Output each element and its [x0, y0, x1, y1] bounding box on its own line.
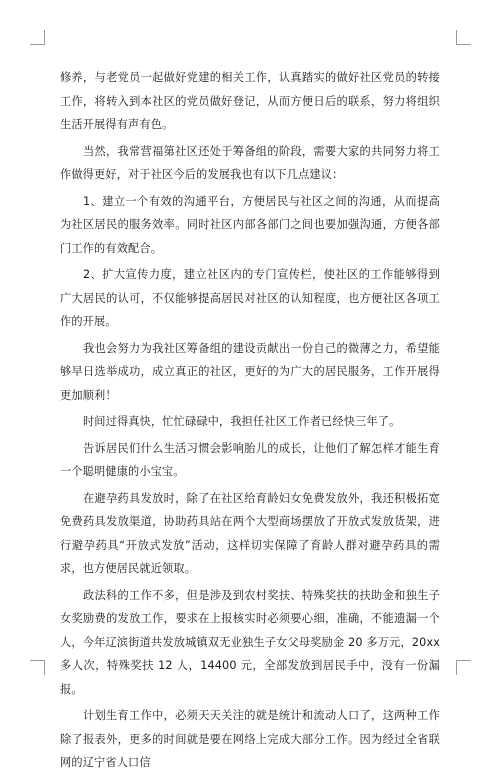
- paragraph: 2、扩大宣传力度，建立社区内的专门宣传栏，使社区的工作能够得到广大居民的认可，不仅能够提高居民对社区的认知程度，也方便社区各项工作的开展。: [60, 268, 440, 328]
- paragraph: 告诉居民们什么生活习惯会影响胎儿的成长，让他们了解怎样才能生育一个聪明健康的小宝宝。: [60, 441, 440, 478]
- crop-mark-top-right: [456, 30, 471, 45]
- paragraph: 时间过得真快，忙忙碌碌中，我担任社区工作者已经快三年了。: [82, 415, 401, 428]
- paragraph: 计划生育工作中，必须天天关注的就是统计和流动人口了，这两种工作除了报表外，更多的时间就是要在网络上完成大部分工作。因为经过全省联网的辽宁省人口信: [60, 709, 440, 769]
- document-body: [60, 66, 440, 778]
- paragraph: 1、建立一个有效的沟通平台，方便居民与社区之间的沟通，从而提高为社区居民的服务效率。同时社区内部各部门之间也要加强沟通，方便各部门工作的有效配合。: [60, 194, 440, 255]
- paragraph: 我也会努力为我社区筹备组的建设贡献出一份自己的微薄之力，希望能够早日选举成功，成立真正的社区，更好的为广大的居民服务，工作开展得更加顺利！: [60, 341, 440, 402]
- paragraph: 修养，与老党员一起做好党建的相关工作，认真踏实的做好社区党员的转接工作，将转入到本社区的党员做好登记，从而方便日后的联系，努力将组织生活开展得有声有色。: [60, 71, 440, 131]
- paragraph: 政法科的工作不多，但是涉及到农村奖扶、特殊奖扶的扶助金和独生子女奖励费的发放工作，要求在上报核实时必须要心细，准确，不能遗漏一个人，今年辽滨街道共发放城镇双无业独生子女父母奖励金 20 多万元，20xx 多人次，特殊奖扶 12 人，14400 元，全部发放到居民手中，没有一份漏报。: [60, 588, 440, 696]
- crop-mark-bottom-right: [456, 660, 471, 675]
- crop-mark-top-left: [30, 30, 45, 45]
- crop-mark-bottom-left: [30, 660, 45, 675]
- paragraph: 在避孕药具发放时，除了在社区给育龄妇女免费发放外，我还积极拓宽免费药具发放渠道，协助药具站在两个大型商场摆放了开放式发放货架，进行避孕药具“开放式发放”活动，这样切实保障了育龄人群对避孕药具的需求，也方便居民就近领取。: [60, 491, 440, 575]
- paragraph: 当然，我常营福第社区还处于筹备组的阶段，需要大家的共同努力将工作做得更好，对于社区今后的发展我也有以下几点建议：: [60, 144, 440, 181]
